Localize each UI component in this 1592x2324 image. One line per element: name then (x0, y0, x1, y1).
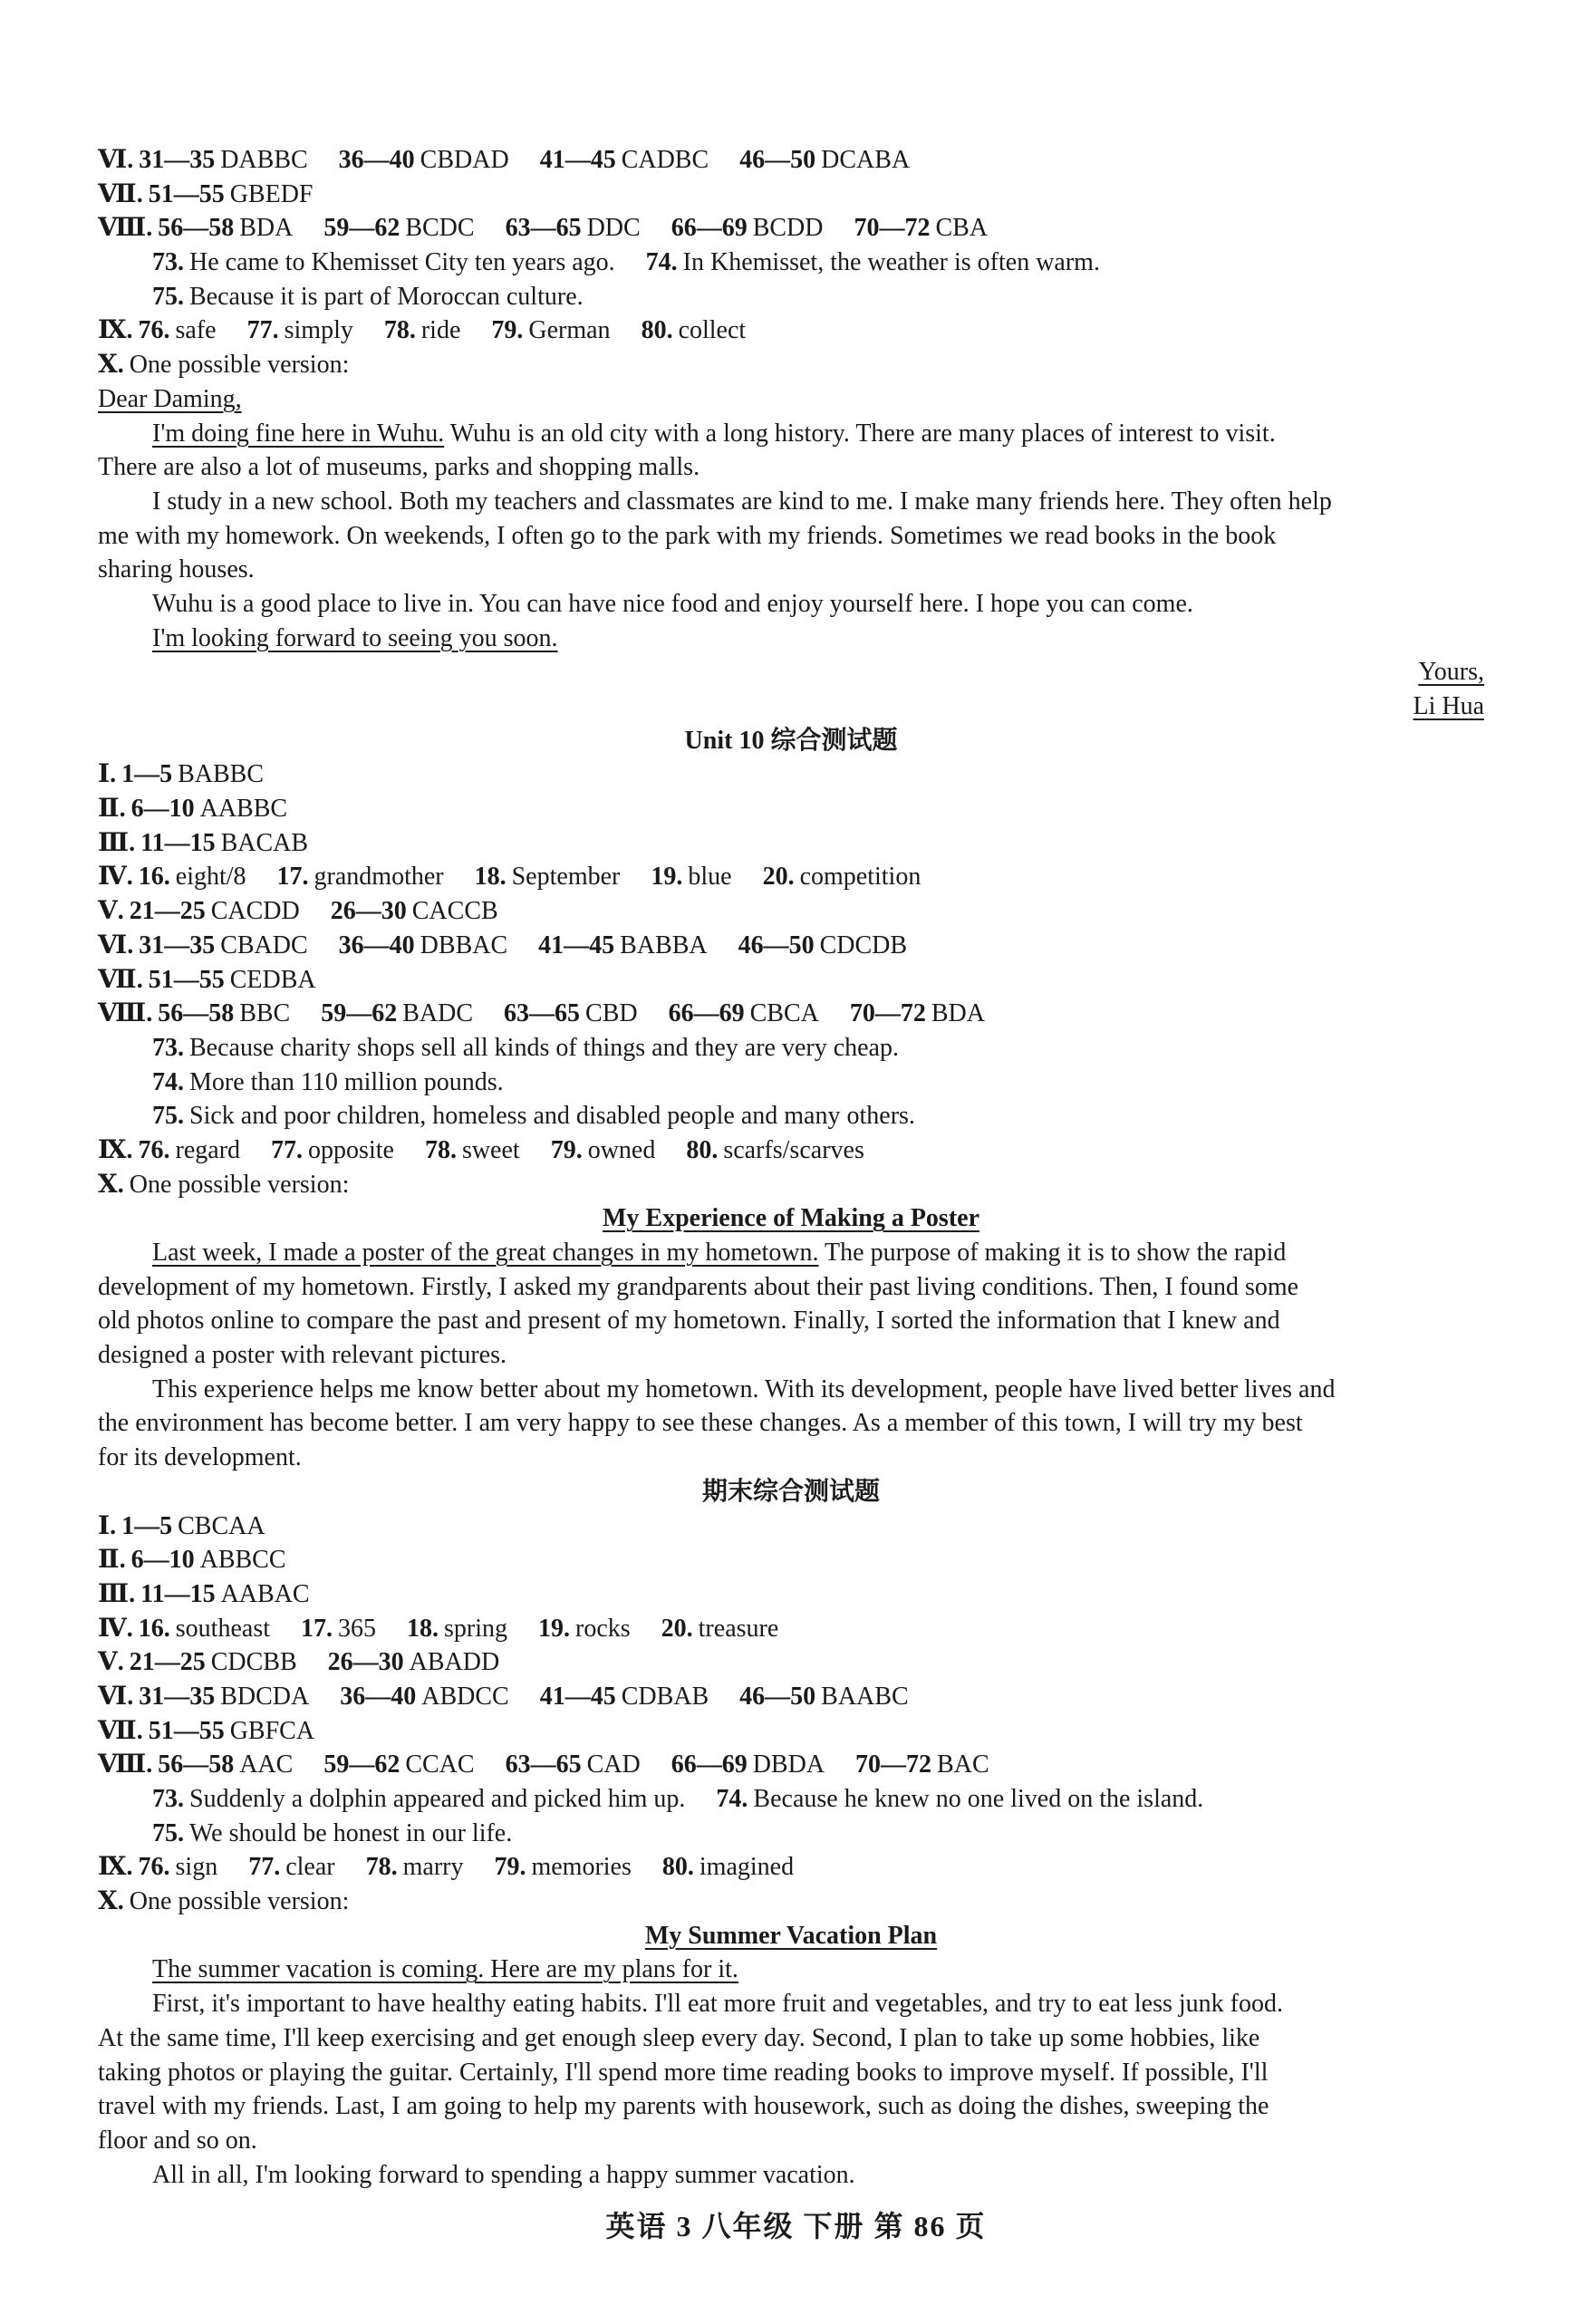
letter-signature: Li Hua (1413, 692, 1484, 720)
letter-p4: I'm looking forward to seeing you soon. (152, 623, 558, 652)
answer-row-VII: Ⅶ. 51—55 GBEDF (98, 179, 314, 208)
essay-p1-line1: Last week, I made a poster of the great changes in my hometown. The purpose of making it is to show the rapid (152, 1239, 1287, 1267)
answer-74: 74. More than 110 million pounds. (152, 1067, 504, 1096)
answer-row-VIII: Ⅷ. 56—58 BDA 59—62 BCDC 63—65 DDC 66—69 BCDD 70—72 CBA (98, 214, 989, 243)
essay-p1-line2: development of my hometown. Firstly, I asked my grandparents about their past living conditions. Then, I found some (98, 1272, 1299, 1301)
answer-row-X: Ⅹ. One possible version: (98, 1887, 350, 1916)
answer-row-X: Ⅹ. One possible version: (98, 351, 350, 380)
essay-p2-line3: for its development. (98, 1443, 302, 1472)
answer-row-III: Ⅲ. 11—15 AABAC (98, 1579, 310, 1608)
essay-p2-line1: First, it's important to have healthy eating habits. I'll eat more fruit and vegetables, and try to eat less junk food. (152, 1990, 1284, 2019)
essay-p2-line2: the environment has become better. I am very happy to see these changes. As a member of this town, I will try my best (98, 1409, 1303, 1438)
answer-73: 73. Because charity shops sell all kinds of things and they are very cheap. (152, 1033, 899, 1062)
essay-p2-line5: floor and so on. (98, 2126, 257, 2155)
letter-p1-line1: I'm doing fine here in Wuhu. Wuhu is an old city with a long history. There are many places of interest to visit. (152, 419, 1276, 448)
answer-75: 75. Sick and poor children, homeless and disabled people and many others. (152, 1102, 915, 1131)
answer-row-IX: Ⅸ. 76. safe 77. simply 78. ride 79. German 80. collect (98, 316, 747, 345)
answer-73-74: 73. He came to Khemisset City ten years ago. 74. In Khemisset, the weather is often warm. (152, 248, 1100, 277)
letter-p2-line3: sharing houses. (98, 555, 255, 584)
answer-73-74: 73. Suddenly a dolphin appeared and picked him up. 74. Because he knew no one lived on the island. (152, 1785, 1204, 1813)
answer-row-I: Ⅰ. 1—5 CBCAA (98, 1511, 265, 1540)
answer-row-IX: Ⅸ. 76. regard 77. opposite 78. sweet 79. owned 80. scarfs/scarves (98, 1135, 864, 1164)
essay-title: My Summer Vacation Plan (644, 1921, 938, 1950)
letter-p3: Wuhu is a good place to live in. You can have nice food and enjoy yourself here. I hope you can come. (152, 589, 1193, 618)
answer-75: 75. Because it is part of Moroccan culture. (152, 282, 584, 311)
answer-row-VIII: Ⅷ. 56—58 BBC 59—62 BADC 63—65 CBD 66—69 CBCA 70—72 BDA (98, 999, 985, 1028)
answer-row-VIII: Ⅷ. 56—58 AAC 59—62 CCAC 63—65 CAD 66—69 DBDA 70—72 BAC (98, 1750, 989, 1779)
essay-p3: All in all, I'm looking forward to spending a happy summer vacation. (152, 2160, 855, 2189)
section-heading-final: 期末综合测试题 (701, 1477, 880, 1506)
answer-row-II: Ⅱ. 6—10 ABBCC (98, 1546, 286, 1575)
answer-row-VII: Ⅶ. 51—55 CEDBA (98, 965, 316, 994)
answer-row-VI: Ⅵ. 31—35 DABBC 36—40 CBDAD 41—45 CADBC 46—50 DCABA (98, 146, 911, 174)
essay-p2-line2: At the same time, I'll keep exercising and get enough sleep every day. Second, I plan to take up some hobbies, like (98, 2023, 1260, 2052)
answer-row-III: Ⅲ. 11—15 BACAB (98, 828, 309, 857)
letter-greeting: Dear Daming, (98, 384, 242, 413)
answer-row-VII: Ⅶ. 51—55 GBFCA (98, 1716, 315, 1745)
essay-p1: The summer vacation is coming. Here are my plans for it. (152, 1955, 738, 1984)
answer-row-X: Ⅹ. One possible version: (98, 1170, 350, 1199)
letter-closing: Yours, (1418, 658, 1484, 687)
page-footer: 英语 3 八年级 下册 第 86 页 (605, 2210, 987, 2242)
essay-p2-line3: taking photos or playing the guitar. Certainly, I'll spend more time reading books to improve myself. If possible, I'll (98, 2058, 1269, 2087)
section-heading-unit10: Unit 10 综合测试题 (684, 726, 898, 755)
letter-p2-line1: I study in a new school. Both my teachers and classmates are kind to me. I make many friends here. They often help (152, 487, 1332, 516)
answer-75: 75. We should be honest in our life. (152, 1818, 513, 1847)
letter-p2-line2: me with my homework. On weekends, I often go to the park with my friends. Sometimes we read books in the book (98, 521, 1277, 550)
page-content (98, 143, 1484, 2192)
answer-row-IV: Ⅳ. 16. eight/8 17. grandmother 18. September 19. blue 20. competition (98, 863, 921, 892)
answer-row-V: Ⅴ. 21—25 CACDD 26—30 CACCB (98, 897, 498, 926)
answer-row-VI: Ⅵ. 31—35 CBADC 36—40 DBBAC 41—45 BABBA 46—50 CDCDB (98, 931, 908, 959)
essay-p1-line4: designed a poster with relevant pictures. (98, 1341, 507, 1370)
answer-row-I: Ⅰ. 1—5 BABBC (98, 760, 265, 789)
answer-row-IV: Ⅳ. 16. southeast 17. 365 18. spring 19. rocks 20. treasure (98, 1614, 779, 1643)
essay-p2-line1: This experience helps me know better about my hometown. With its development, people have lived better lives and (152, 1374, 1336, 1403)
answer-row-IX: Ⅸ. 76. sign 77. clear 78. marry 79. memories 80. imagined (98, 1853, 795, 1882)
answer-row-II: Ⅱ. 6—10 AABBC (98, 795, 288, 824)
essay-p1-line3: old photos online to compare the past and present of my hometown. Finally, I sorted the information that I knew and (98, 1307, 1280, 1336)
answer-row-VI: Ⅵ. 31—35 BDCDA 36—40 ABDCC 41—45 CDBAB 46—50 BAABC (98, 1682, 909, 1711)
answer-row-V: Ⅴ. 21—25 CDCBB 26—30 ABADD (98, 1648, 500, 1677)
essay-title: My Experience of Making a Poster (602, 1204, 980, 1233)
letter-p1-line2: There are also a lot of museums, parks and shopping malls. (98, 453, 700, 482)
essay-p2-line4: travel with my friends. Last, I am going to help my parents with housework, such as doing the dishes, sweeping the (98, 2092, 1269, 2121)
